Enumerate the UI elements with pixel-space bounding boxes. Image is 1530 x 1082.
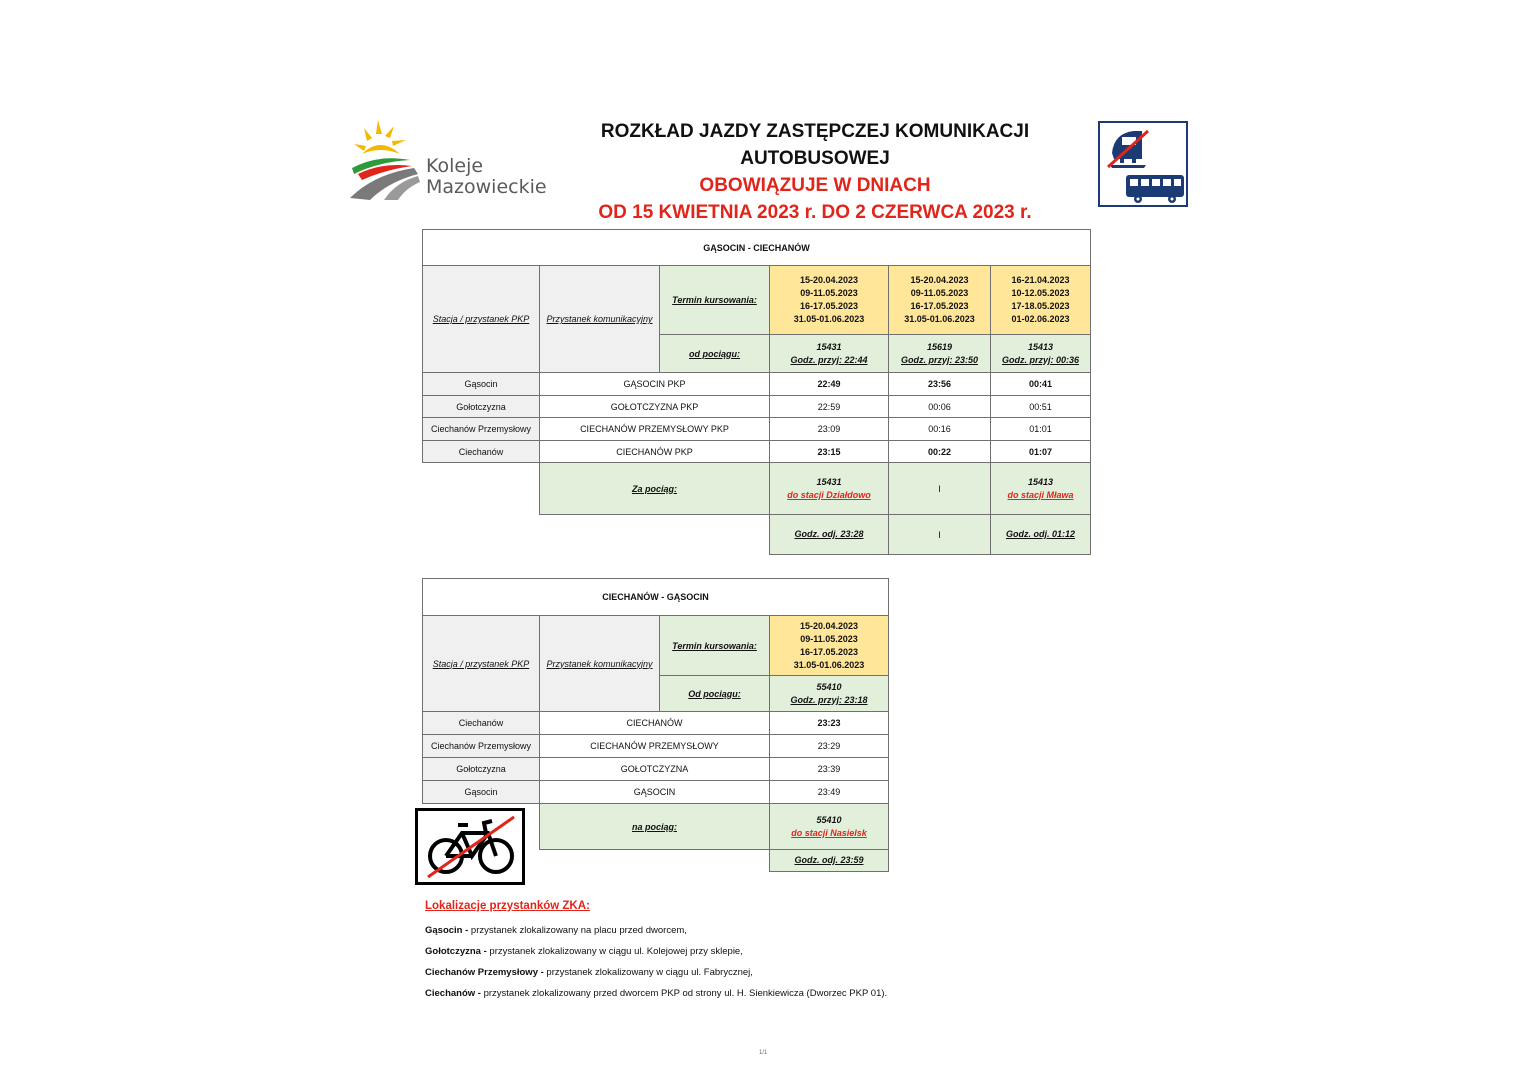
table1-course1-days — [770, 266, 889, 335]
from-time: Godz. przyj: 23:50 — [900, 354, 979, 365]
legend-stop-desc: przystanek zlokalizowany w ciągu ul. Kolejowej przy sklepie, — [486, 946, 743, 957]
table1-course3-from — [991, 335, 1091, 373]
page-number: 1/1 — [759, 1050, 768, 1056]
to-train: I — [938, 483, 941, 494]
legend-stop-desc: przystanek zlokalizowany w ciągu ul. Fabrycznej, — [543, 967, 753, 978]
from-train: 15619 — [926, 341, 953, 352]
time-cell: 23:49 — [770, 781, 889, 804]
to-train: 15413 — [1027, 476, 1054, 487]
time-cell: 23:56 — [889, 373, 991, 396]
table1-course1-from — [770, 335, 889, 373]
table1-course1-to — [770, 463, 889, 515]
to-train: 55410 — [816, 814, 842, 825]
legend-stop-desc: przystanek zlokalizowany na placu przed dworcem, — [468, 925, 687, 936]
table-row — [423, 418, 1091, 441]
days-line: 01-02.06.2023 — [1011, 314, 1070, 324]
empty-cell — [423, 463, 540, 515]
stop-name: GĄSOCIN — [540, 781, 770, 804]
legend-stop-name: Ciechanów Przemysłowy - — [425, 967, 544, 978]
table-row — [423, 396, 1091, 418]
logo-line-2: Mazowieckie — [426, 176, 547, 198]
station-name: Ciechanów — [423, 441, 540, 463]
table1-label-from: od pociągu: — [660, 335, 770, 373]
table2-col-stop: Przystanek komunikacyjny — [540, 616, 660, 712]
stop-locations-legend — [425, 900, 1125, 1004]
days-line: 15-20.04.2023 — [799, 275, 859, 285]
to-destination: do stacji Mława — [1007, 489, 1074, 500]
table1-course3-dep: Godz. odj. 01:12 — [991, 515, 1091, 555]
table1-course2-dep: I — [889, 515, 991, 555]
empty-cell — [660, 850, 770, 872]
table1-label-to: Za pociąg: — [540, 463, 770, 515]
table2-label-from: Od pociągu: — [660, 676, 770, 712]
no-bicycle-icon — [415, 808, 525, 885]
table1-col-station: Stacja / przystanek PKP — [423, 266, 540, 373]
time-cell: 23:23 — [770, 712, 889, 735]
table-row — [423, 735, 889, 758]
days-line: 15-20.04.2023 — [910, 275, 969, 285]
to-train: 15431 — [816, 476, 842, 487]
table1-course2-to — [889, 463, 991, 515]
logo-mark-icon — [348, 116, 428, 206]
days-line: 31.05-01.06.2023 — [904, 314, 975, 324]
legend-stop-desc: przystanek zlokalizowany przed dworcem PKP od strony ul. H. Sienkiewicza (Dworzec PKP 01). — [480, 988, 888, 999]
time-cell: 23:39 — [770, 758, 889, 781]
stop-name: GĄSOCIN PKP — [540, 373, 770, 396]
table-row — [423, 441, 1091, 463]
stop-name: CIECHANÓW PRZEMYSŁOWY PKP — [540, 418, 770, 441]
list-item — [425, 941, 1125, 962]
heading-line-1: ROZKŁAD JAZDY ZASTĘPCZEJ KOMUNIKACJI — [600, 121, 1030, 142]
table2-label-to: na pociąg: — [540, 804, 770, 850]
empty-cell — [540, 850, 660, 872]
stop-name: GOŁOTCZYZNA PKP — [540, 396, 770, 418]
table2-label-days: Termin kursowania: — [660, 616, 770, 676]
days-line: 09-11.05.2023 — [800, 633, 858, 644]
station-name: Ciechanów — [423, 712, 540, 735]
table1-course3-days — [991, 266, 1091, 335]
days-line: 16-17.05.2023 — [799, 301, 859, 311]
to-destination: do stacji Działdowo — [787, 489, 871, 500]
days-line: 10-12.05.2023 — [1011, 288, 1070, 298]
stop-name: GOŁOTCZYZNA — [540, 758, 770, 781]
table1-course3-to — [991, 463, 1091, 515]
list-item — [425, 920, 1125, 941]
table1-course2-days — [889, 266, 991, 335]
no-train-bus-icon — [1098, 121, 1188, 207]
days-line: 15-20.04.2023 — [799, 620, 859, 631]
time-cell: 23:09 — [770, 418, 889, 441]
table-row — [423, 758, 889, 781]
days-line: 16-17.05.2023 — [799, 646, 859, 657]
time-cell: 23:15 — [770, 441, 889, 463]
table-row — [423, 712, 889, 735]
time-cell: 01:07 — [991, 441, 1091, 463]
legend-stop-name: Ciechanów - — [425, 988, 481, 999]
station-name: Gąsocin — [423, 781, 540, 804]
empty-cell — [540, 515, 660, 555]
station-name: Gąsocin — [423, 373, 540, 396]
table-row — [423, 781, 889, 804]
station-name: Gołotczyzna — [423, 396, 540, 418]
table-row — [423, 373, 1091, 396]
days-line: 31.05-01.06.2023 — [793, 314, 865, 324]
days-line: 16-17.05.2023 — [910, 301, 969, 311]
from-time: Godz. przyj: 00:36 — [1001, 354, 1080, 365]
heading-line-2: AUTOBUSOWEJ — [740, 148, 890, 169]
time-cell: 00:06 — [889, 396, 991, 418]
legend-stop-name: Gąsocin - — [425, 925, 469, 936]
heading-line-4: OD 15 KWIETNIA 2023 r. DO 2 CZERWCA 2023 r. — [598, 202, 1032, 223]
from-time: Godz. przyj: 22:44 — [790, 354, 868, 365]
table2-course-dep: Godz. odj. 23:59 — [770, 850, 889, 872]
table2-course-from — [770, 676, 889, 712]
station-name: Ciechanów Przemysłowy — [423, 418, 540, 441]
koleje-mazowieckie-logo — [348, 116, 548, 206]
to-destination: do stacji Nasielsk — [791, 827, 867, 838]
legend-stop-name: Gołotczyzna - — [425, 946, 487, 957]
from-train: 55410 — [816, 681, 842, 692]
table1-course1-dep: Godz. odj. 23:28 — [770, 515, 889, 555]
table2-course-to — [770, 804, 889, 850]
stop-name: CIECHANÓW PRZEMYSŁOWY — [540, 735, 770, 758]
days-line: 16-21.04.2023 — [1011, 275, 1070, 285]
list-item — [425, 962, 1125, 983]
from-train: 15431 — [816, 341, 842, 352]
heading-line-3: OBOWIĄZUJE W DNIACH — [699, 175, 931, 196]
time-cell: 22:49 — [770, 373, 889, 396]
list-item — [425, 983, 1125, 1004]
time-cell: 00:22 — [889, 441, 991, 463]
logo-text — [426, 156, 547, 198]
table2-title: CIECHANÓW - GĄSOCIN — [423, 579, 889, 616]
empty-cell — [660, 515, 770, 555]
table1-label-days: Termin kursowania: — [660, 266, 770, 335]
logo-line-1: Koleje — [426, 155, 484, 177]
timetable-gasocin-ciechanow — [422, 229, 1091, 555]
days-line: 17-18.05.2023 — [1011, 301, 1070, 311]
station-name: Gołotczyzna — [423, 758, 540, 781]
legend-title: Lokalizacje przystanków ZKA: — [425, 900, 590, 912]
days-line: 31.05-01.06.2023 — [793, 659, 865, 670]
table1-col-stop: Przystanek komunikacyjny — [540, 266, 660, 373]
time-cell: 00:41 — [991, 373, 1091, 396]
table2-col-station: Stacja / przystanek PKP — [423, 616, 540, 712]
station-name: Ciechanów Przemysłowy — [423, 735, 540, 758]
time-cell: 00:51 — [991, 396, 1091, 418]
time-cell: 01:01 — [991, 418, 1091, 441]
time-cell: 22:59 — [770, 396, 889, 418]
days-line: 09-11.05.2023 — [800, 288, 858, 298]
stop-name: CIECHANÓW PKP — [540, 441, 770, 463]
time-cell: 23:29 — [770, 735, 889, 758]
from-train: 15413 — [1027, 341, 1054, 352]
from-time: Godz. przyj: 23:18 — [790, 694, 868, 705]
table1-title: GĄSOCIN - CIECHANÓW — [423, 230, 1091, 266]
page-heading — [560, 118, 1070, 226]
table1-course2-from — [889, 335, 991, 373]
time-cell: 00:16 — [889, 418, 991, 441]
stop-name: CIECHANÓW — [540, 712, 770, 735]
empty-cell — [423, 515, 540, 555]
days-line: 09-11.05.2023 — [910, 288, 969, 298]
table2-course-days — [770, 616, 889, 676]
